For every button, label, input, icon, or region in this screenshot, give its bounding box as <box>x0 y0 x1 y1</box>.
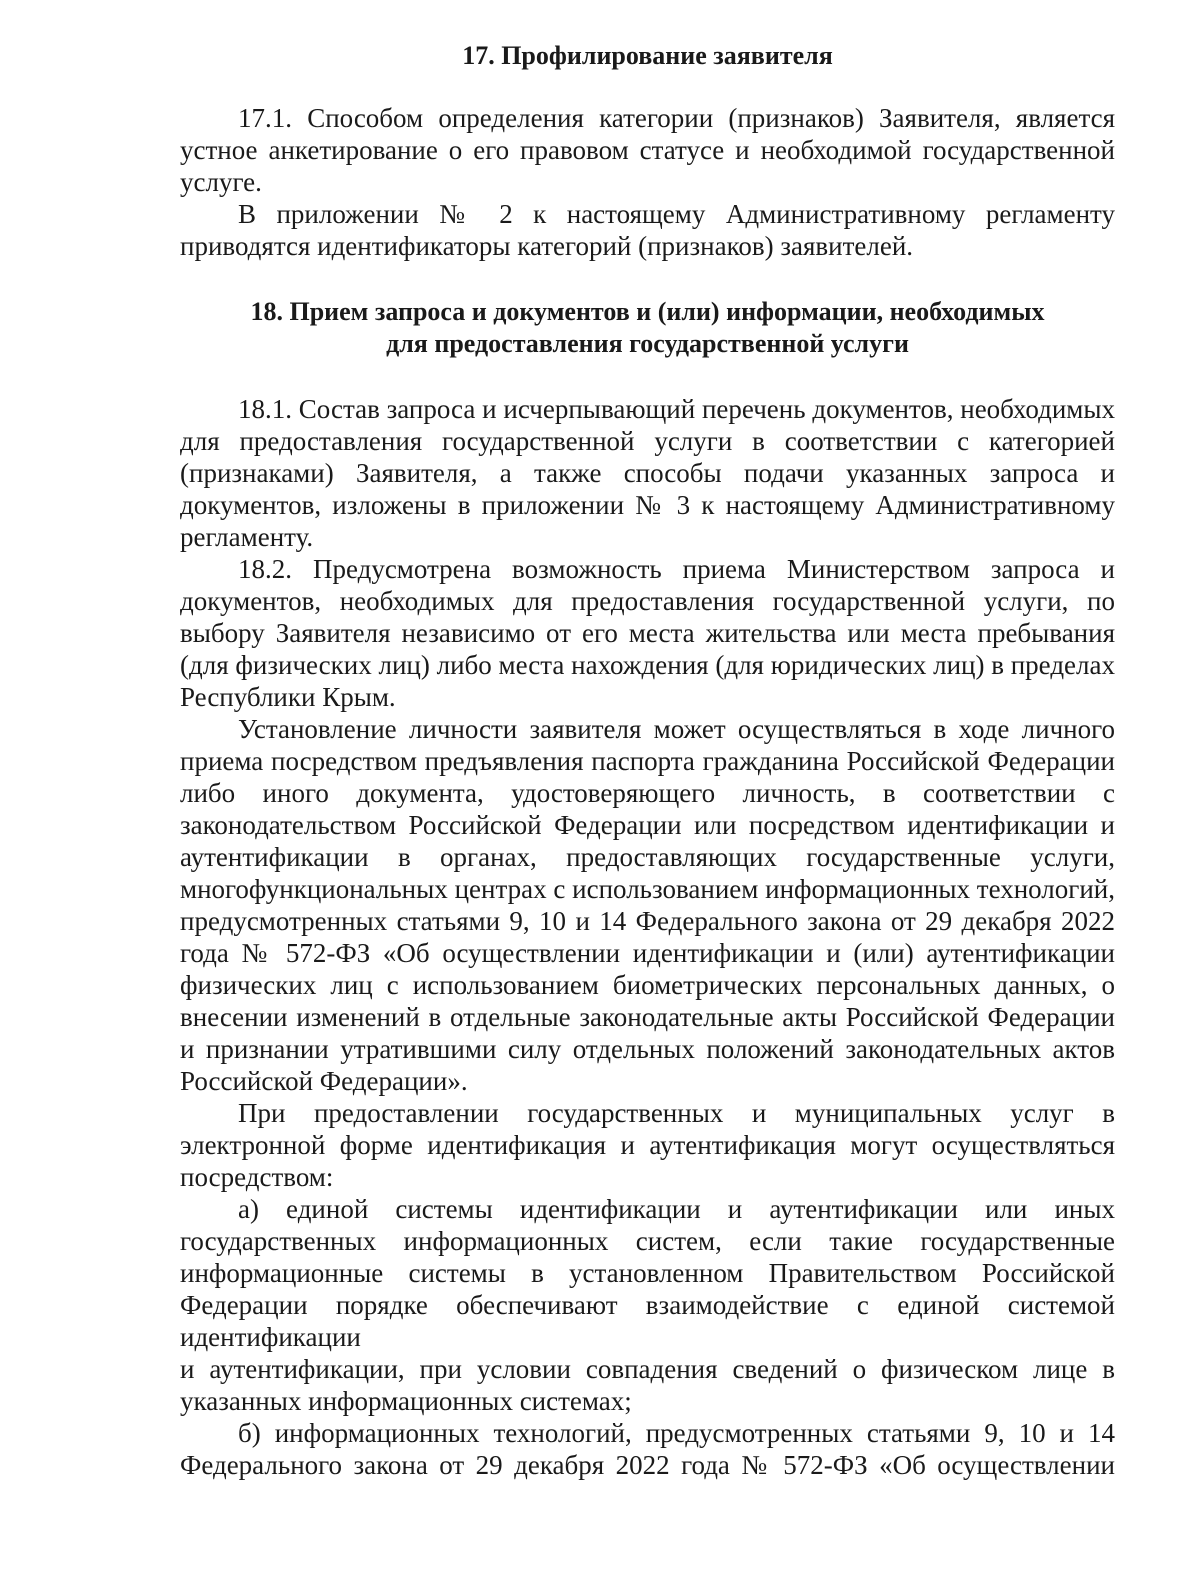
paragraph-17-1: 17.1. Способом определения категории (признаков) Заявителя, является устное анкетирование о его правовом статусе и необходимой государственной услуге. <box>180 103 1115 197</box>
list-item-b: б) информационных технологий, предусмотренных статьями 9, 10 и 14 Федерального закона от 29 декабря 2022 года № 572-ФЗ «Об осуществлении <box>180 1418 1115 1480</box>
section-18-heading-line-2: для предоставления государственной услуги <box>386 329 909 358</box>
paragraph-17-appendix: В приложении № 2 к настоящему Административному регламенту приводятся идентификаторы категорий (признаков) заявителей. <box>180 199 1115 261</box>
paragraph-18-2: 18.2. Предусмотрена возможность приема Министерством запроса и документов, необходимых для предоставления государственной услуги, по выбору Заявителя независимо от его места жительства или места пребывания (для физических лиц) либо места нахождения (для юридических лиц) в пределах Республики Крым. <box>180 554 1115 712</box>
list-item-a: а) единой системы идентификации и аутентификации или иных государственных информационных систем, если такие государственные информационные системы в установленном Правительством Российской Федерации порядке обеспечивают взаимодействие с единой системой идентификации <box>180 1194 1115 1352</box>
section-17-heading: 17. Профилирование заявителя <box>462 41 833 70</box>
paragraph-identity: Установление личности заявителя может осуществляться в ходе личного приема посредством предъявления паспорта гражданина Российской Федерации либо иного документа, удостоверяющего личность, в соответствии с законодательством Российской Федерации или посредством идентификации и аутентификации в органах, предоставляющих государственные услуги, многофункциональных центрах с использованием информационных технологий, предусмотренных статьями 9, 10 и 14 Федерального закона от 29 декабря 2022 года № 572-ФЗ «Об осуществлении идентификации и (или) аутентификации физических лиц с использованием биометрических персональных данных, о внесении изменений в отдельные законодательные акты Российской Федерации и признании утратившими силу отдельных положений законодательных актов Российской Федерации». <box>180 714 1115 1096</box>
paragraph-18-1: 18.1. Состав запроса и исчерпывающий перечень документов, необходимых для предоставления государственной услуги в соответствии с категорией (признаками) Заявителя, а также способы подачи указанных запроса и документов, изложены в приложении № 3 к настоящему Административному регламенту. <box>180 394 1115 552</box>
paragraph-electronic-form: При предоставлении государственных и муниципальных услуг в электронной форме идентификация и аутентификация могут осуществляться посредством: <box>180 1098 1115 1192</box>
list-item-a-continued: и аутентификации, при условии совпадения сведений о физическом лице в указанных информационных системах; <box>180 1354 1115 1416</box>
section-18-heading-line-1: 18. Прием запроса и документов и (или) информации, необходимых <box>250 297 1045 326</box>
